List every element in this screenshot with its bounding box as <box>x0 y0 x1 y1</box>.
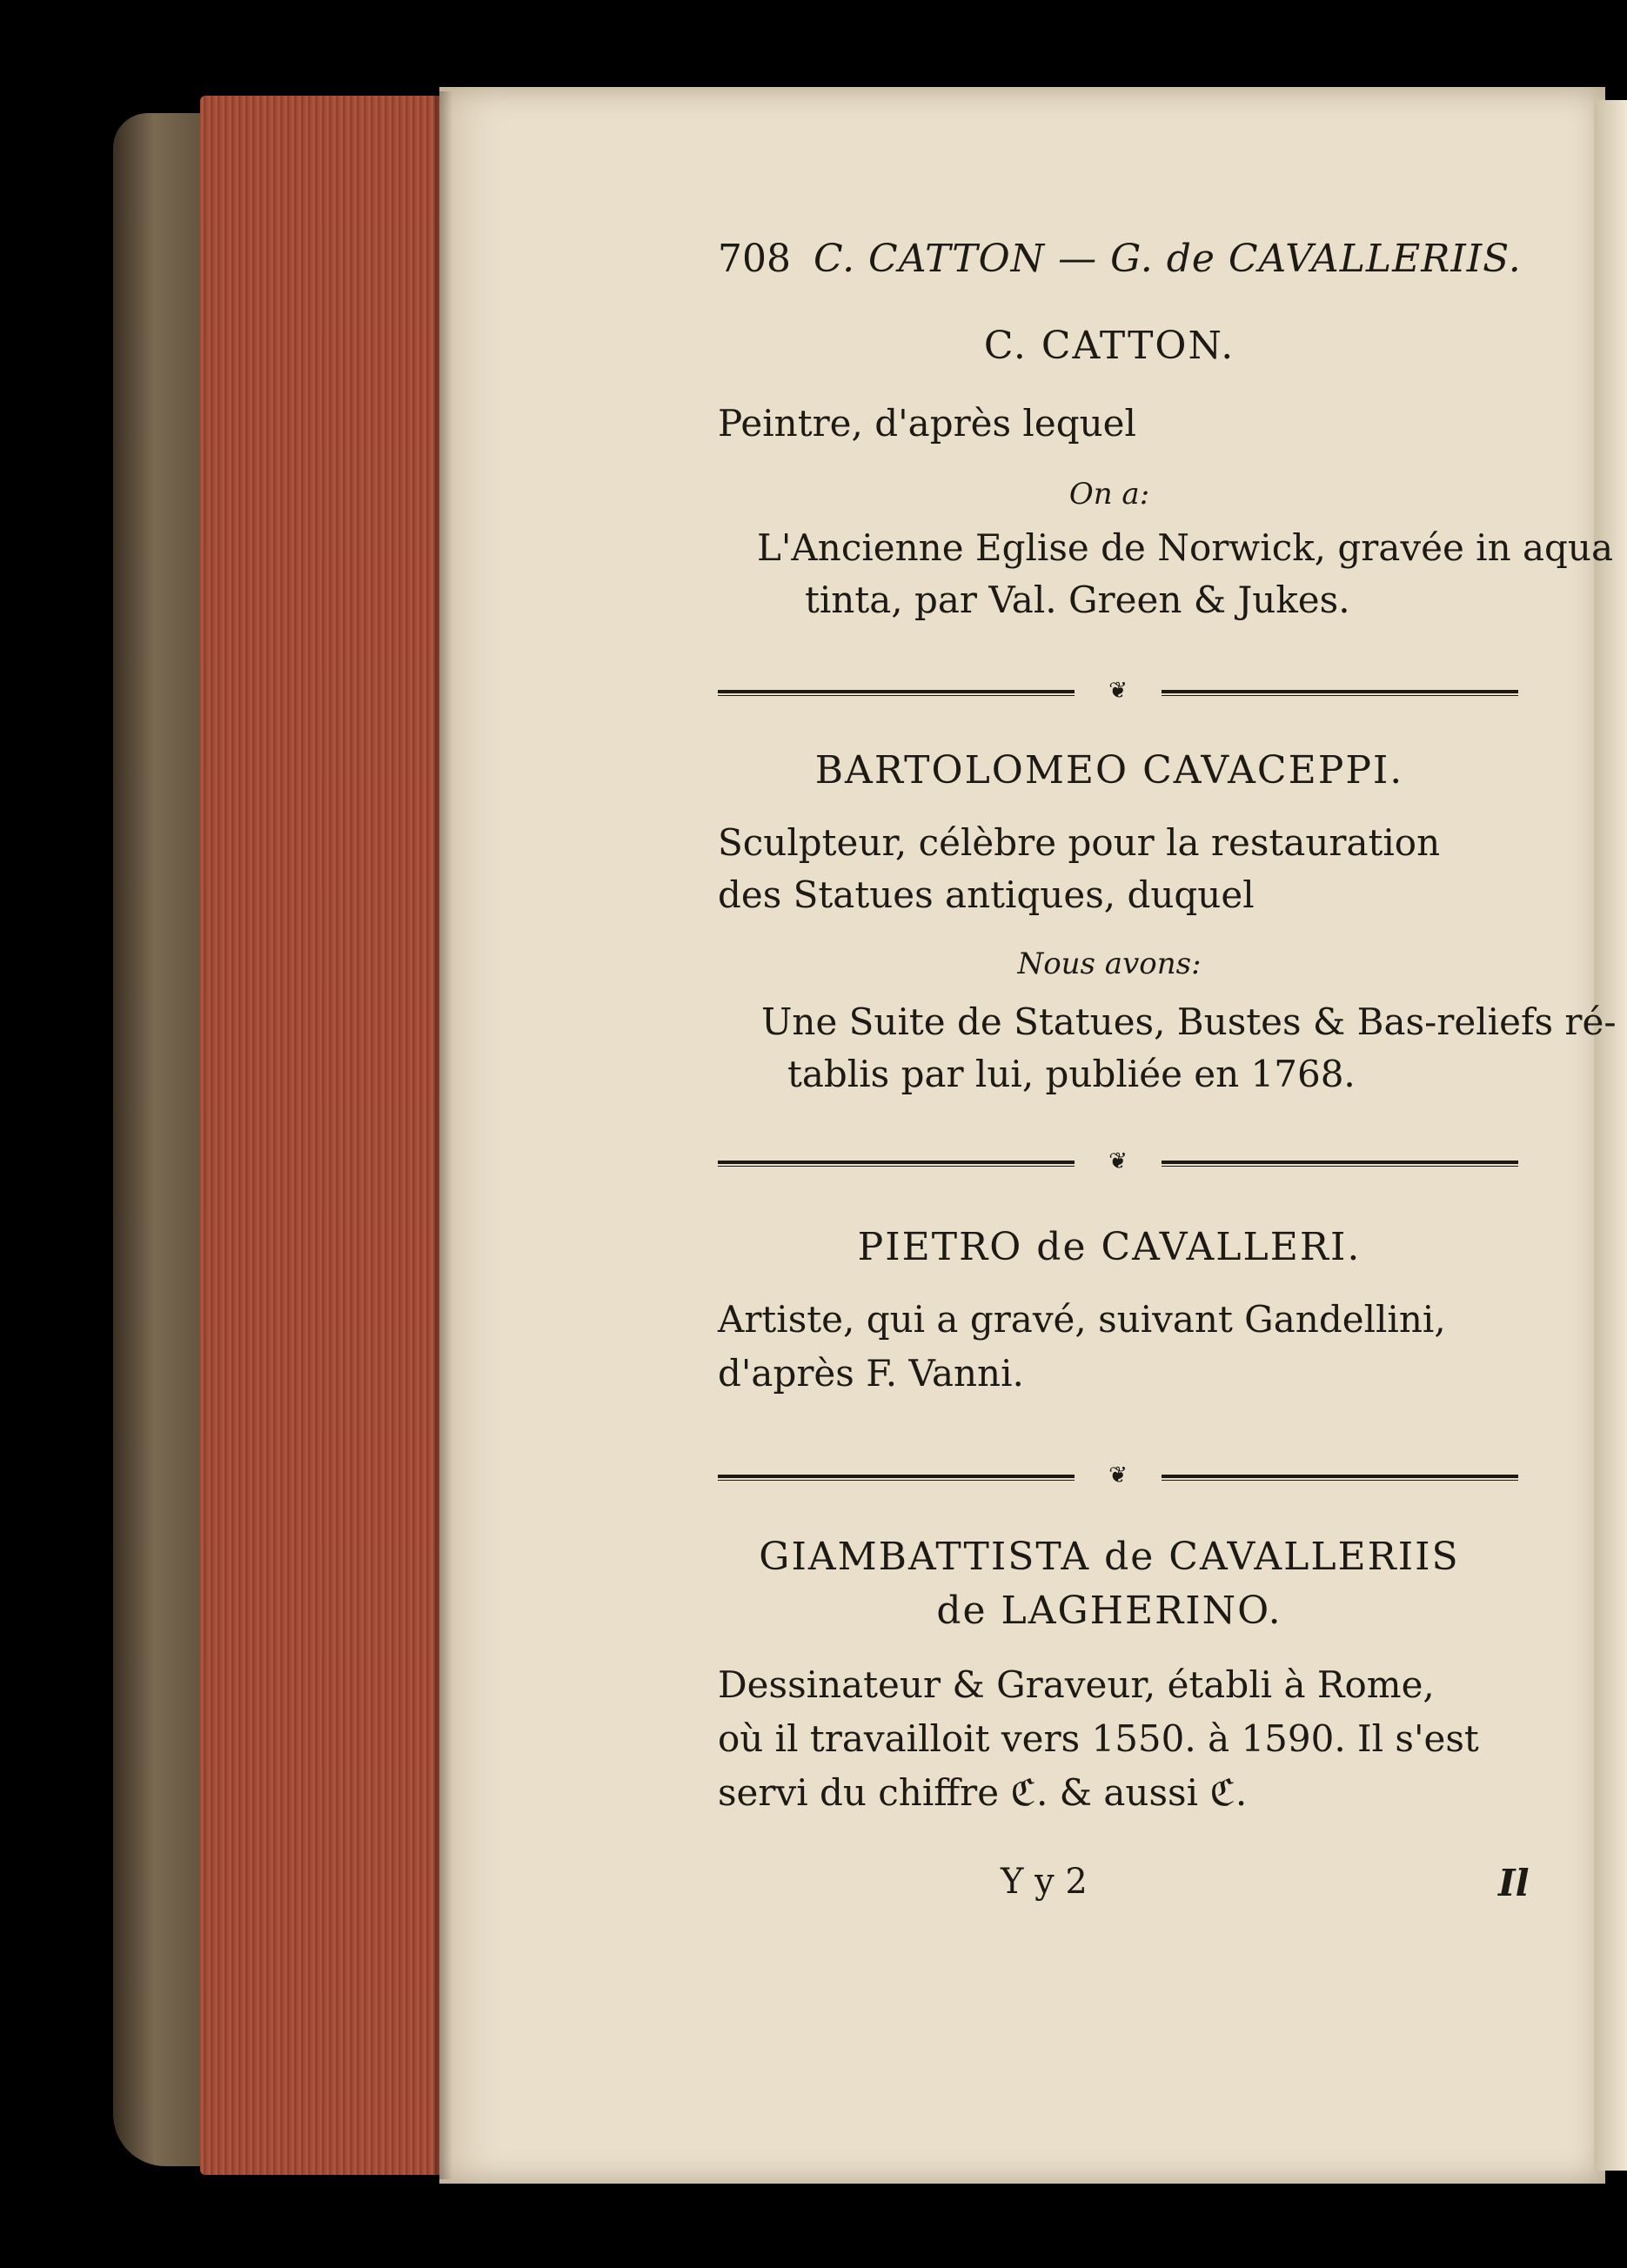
section-rule <box>718 1148 1518 1174</box>
entry-text-line: où il travailloit vers 1550. à 1590. Il s'est <box>718 1717 1479 1760</box>
entry-text-line: Peintre, d'après lequel <box>718 402 1136 445</box>
entry-subhead: Nous avons: <box>1017 947 1202 981</box>
entry-subhead: On a: <box>1068 477 1150 512</box>
entry-text-line: Sculpteur, célèbre pour la restauration <box>718 821 1441 864</box>
signature-mark: Y y 2 <box>1001 1862 1088 1902</box>
entry-text-line: des Statues antiques, duquel <box>718 873 1255 916</box>
entry-heading-cavalleri: PIETRO de CAVALLERI. <box>857 1225 1362 1269</box>
ornament-icon: ❦ <box>1075 1148 1162 1174</box>
entry-heading-cavalleriis: GIAMBATTISTA de CAVALLERIIS <box>759 1535 1460 1579</box>
entry-text-line: servi du chiffre ℭ. & aussi ℭ. <box>718 1771 1248 1814</box>
section-rule <box>718 678 1518 704</box>
ornament-icon: ❦ <box>1075 678 1162 704</box>
page-number: 708 <box>718 237 791 281</box>
entry-heading-cavaceppi: BARTOLOMEO CAVACEPPI. <box>814 748 1404 793</box>
entry-text-line: d'après F. Vanni. <box>718 1352 1024 1395</box>
entry-heading-lagherino: de LAGHERINO. <box>936 1589 1282 1633</box>
work-line: Une Suite de Statues, Bustes & Bas-reliefs ré- <box>761 1000 1617 1043</box>
running-title: C. CATTON — G. de CAVALLERIIS. <box>813 237 1522 281</box>
entry-text-line: Dessinateur & Graveur, établi à Rome, <box>718 1663 1435 1706</box>
entry-heading-catton: C. CATTON. <box>983 324 1235 368</box>
section-rule <box>718 1462 1518 1489</box>
ornament-icon: ❦ <box>1075 1462 1162 1489</box>
entry-text-line: Artiste, qui a gravé, suivant Gandellini, <box>718 1298 1446 1341</box>
page-edges <box>200 96 444 2175</box>
gutter-shadow <box>435 91 452 2179</box>
work-line: L'Ancienne Eglise de Norwick, gravée in aqua <box>757 526 1614 569</box>
running-head <box>718 237 1522 281</box>
facing-page-edge <box>1594 100 1627 2171</box>
work-line: tablis par lui, publiée en 1768. <box>787 1053 1356 1095</box>
work-line: tinta, par Val. Green & Jukes. <box>805 579 1350 621</box>
catchword: Il <box>1498 1862 1530 1904</box>
